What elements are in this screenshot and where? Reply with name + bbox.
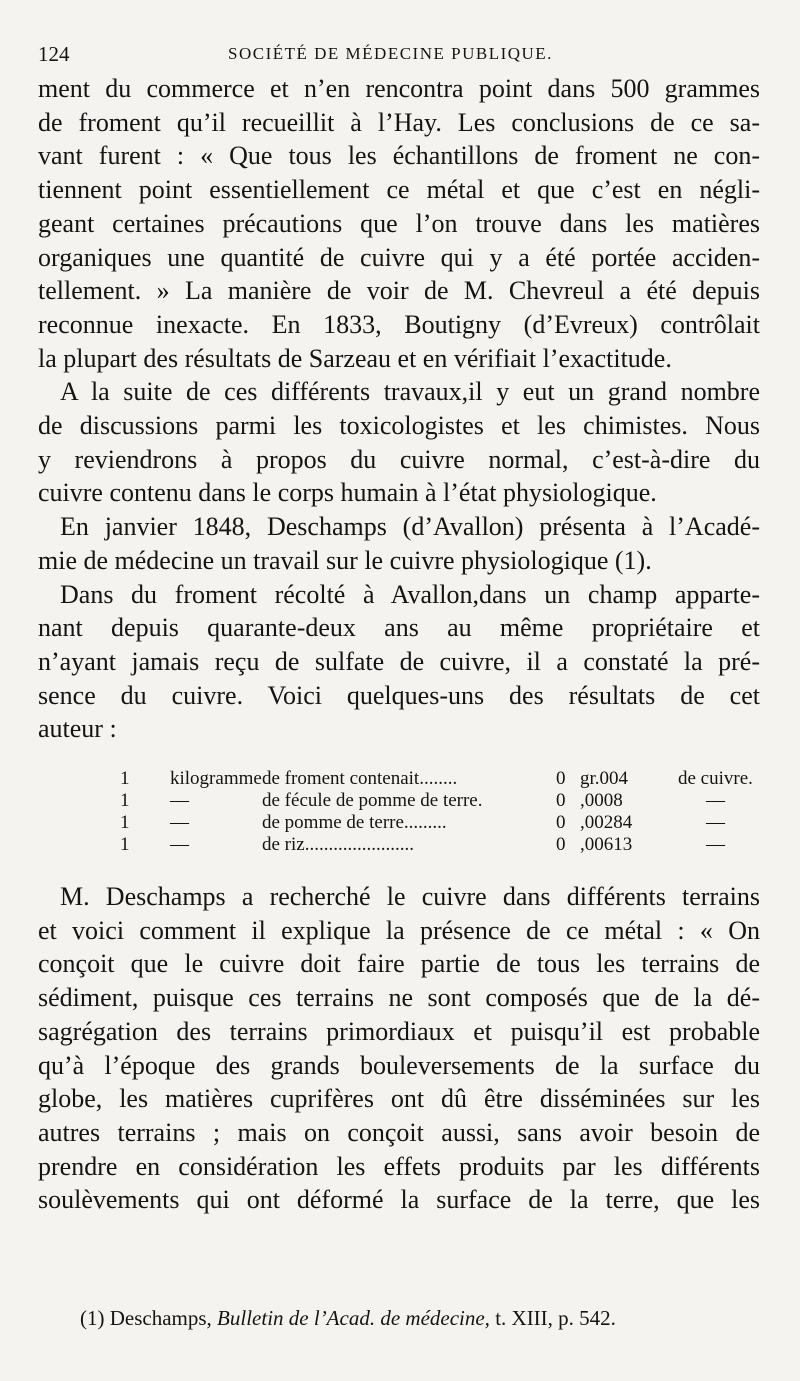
paragraph-4 xyxy=(38,578,760,747)
row-zero: 0 xyxy=(556,790,566,812)
row-value: ,0008 xyxy=(580,790,623,812)
row-unit: — xyxy=(170,812,189,834)
text-line: reconnue inexacte. En 1833, Boutigny (d’Evreux) contrôlait xyxy=(38,309,760,339)
row-value: ,00284 xyxy=(580,812,633,834)
paragraph-3 xyxy=(38,510,760,577)
row-zero: 0 xyxy=(556,834,566,856)
page-header xyxy=(38,0,760,72)
text-line: conçoit que le cuivre doit faire partie de tous les terrains de xyxy=(38,949,760,979)
row-zero: 0 xyxy=(556,812,566,834)
text-line: mie de médecine un travail sur le cuivre physiologique (1). xyxy=(38,545,652,575)
text-line: sence du cuivre. Voici quelques-uns des résultats de cet xyxy=(38,680,760,710)
row-zero: 0 xyxy=(556,768,566,790)
text-line: prendre en considération les effets produits par les différents xyxy=(38,1151,760,1181)
row-value: gr.004 xyxy=(580,768,629,790)
row-unit: — xyxy=(170,834,189,856)
row-quantity: 1 xyxy=(120,834,130,856)
table-row xyxy=(120,834,753,856)
running-head: SOCIÉTÉ DE MÉDECINE PUBLIQUE. xyxy=(228,44,553,63)
paragraph-2 xyxy=(38,375,760,510)
row-suffix: — xyxy=(705,834,725,856)
text-line: soulèvements qui ont déformé la surface de la terre, que les xyxy=(38,1185,760,1215)
table-row xyxy=(120,790,753,812)
row-suffix: de cuivre. xyxy=(678,768,753,790)
text-line: cuivre contenu dans le corps humain à l’état physiologique. xyxy=(38,478,657,508)
text-line: En janvier 1848, Deschamps (d’Avallon) présenta à l’Acadé- xyxy=(60,512,760,542)
text-line: globe, les matières cuprifères ont dû être disséminées sur les xyxy=(38,1084,760,1114)
footnote-reference: t. XIII, p. 542. xyxy=(495,1306,616,1330)
text-line: organiques une quantité de cuivre qui y a été portée acciden- xyxy=(38,242,760,272)
text-line: Dans du froment récolté à Avallon,dans un champ apparte- xyxy=(60,579,760,609)
row-suffix: — xyxy=(705,790,725,812)
row-quantity: 1 xyxy=(120,812,130,834)
text-line: nant depuis quarante-deux ans au même propriétaire et xyxy=(38,613,760,643)
body-text-continued xyxy=(38,880,760,1217)
text-line: A la suite de ces différents travaux,il y eut un grand nombre xyxy=(60,377,760,407)
text-line: sagrégation des terrains primordiaux et puisqu’il est probable xyxy=(38,1016,760,1046)
row-suffix: — xyxy=(705,812,725,834)
row-quantity: 1 xyxy=(120,790,130,812)
text-line: ment du commerce et n’en rencontra point dans 500 grammes xyxy=(38,74,760,103)
footnote xyxy=(80,1306,616,1331)
text-line: tiennent point essentiellement ce métal et que c’est en négli- xyxy=(38,175,760,205)
row-value: ,00613 xyxy=(580,834,633,856)
body-text xyxy=(38,72,760,746)
row-description: de riz....................... xyxy=(262,834,414,856)
text-line: la plupart des résultats de Sarzeau et en vérifiait l’exactitude. xyxy=(38,343,672,373)
row-quantity: 1 xyxy=(120,768,130,790)
text-line: et voici comment il explique la présence de ce métal : « On xyxy=(38,915,760,945)
text-line: M. Deschamps a recherché le cuivre dans différents terrains xyxy=(60,882,760,912)
text-line: auteur : xyxy=(38,714,117,744)
text-line: vant furent : « Que tous les échantillons de froment ne con- xyxy=(38,141,760,171)
copper-results-table xyxy=(120,768,753,856)
footnote-title: Bulletin de l’Acad. de médecine, xyxy=(217,1306,490,1330)
row-description: de pomme de terre......... xyxy=(262,812,447,834)
footnote-marker: (1) Deschamps, xyxy=(80,1306,212,1330)
text-line: y reviendrons à propos du cuivre normal, c’est-à-dire du xyxy=(38,444,760,474)
row-description: de fécule de pomme de terre. xyxy=(262,790,483,812)
text-line: n’ayant jamais reçu de sulfate de cuivre, il a constaté la pré- xyxy=(38,646,760,676)
page-number: 124 xyxy=(38,42,70,66)
row-description: de froment contenait........ xyxy=(262,768,458,790)
text-line: de discussions parmi les toxicologistes et les chimistes. Nous xyxy=(38,411,760,441)
paragraph-1 xyxy=(38,72,760,375)
text-line: qu’à l’époque des grands bouleversements de la surface du xyxy=(38,1050,760,1080)
row-unit: kilogramme xyxy=(170,768,262,790)
row-unit: — xyxy=(170,790,189,812)
text-line: sédiment, puisque ces terrains ne sont composés que de la dé- xyxy=(38,983,760,1013)
text-line: autres terrains ; mais on conçoit aussi, sans avoir besoin de xyxy=(38,1117,760,1147)
table-row xyxy=(120,768,753,790)
text-line: geant certaines précautions que l’on trouve dans les matières xyxy=(38,208,760,238)
text-line: tellement. » La manière de voir de M. Chevreul a été depuis xyxy=(38,276,760,306)
text-line: de froment qu’il recueillit à l’Hay. Les conclusions de ce sa- xyxy=(38,107,760,137)
table-row xyxy=(120,812,753,834)
paragraph-5 xyxy=(38,880,760,1217)
